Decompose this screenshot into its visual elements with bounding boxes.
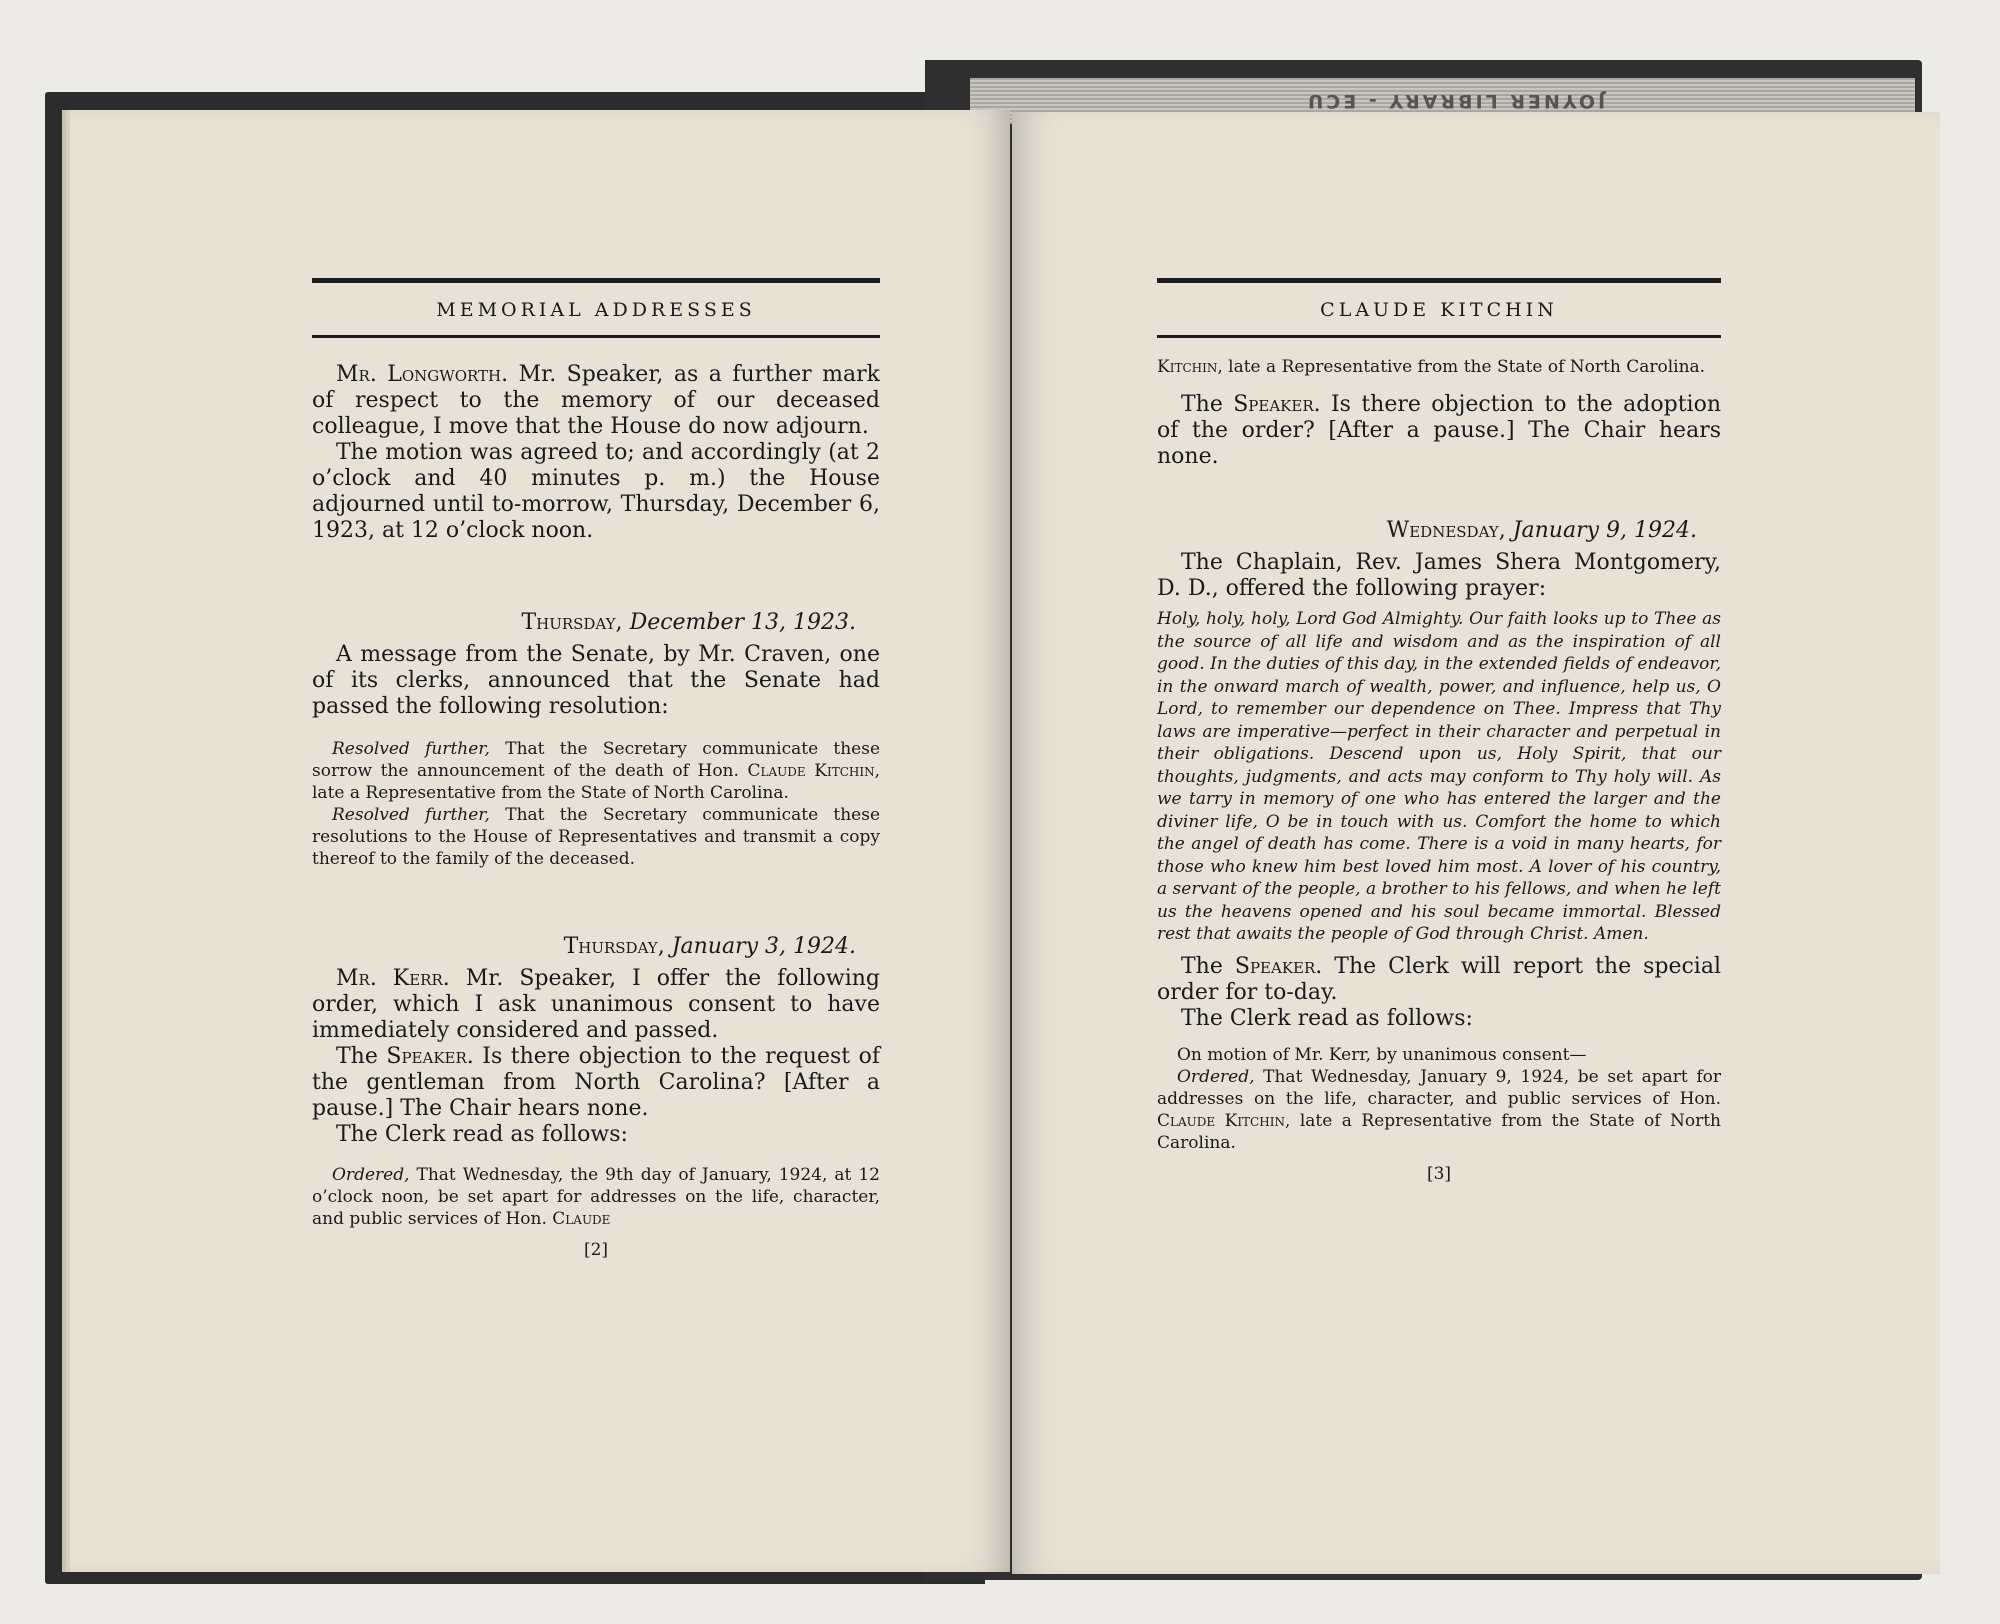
resolution-1: Resolved further, That the Secretary communicate these sorrow the announcement of the death of Hon. Claude Kitchin, late a Representative from the State of North Carolina. bbox=[312, 739, 881, 803]
prayer-text: Holy, holy, holy, Lord God Almighty. Our faith looks up to Thee as the source of all life and wisdom and as the inspiration of all good. In the duties of this day, in the extended fields of endeavor, in the onward march of wealth, power, and influence, help us, O Lord, to remember our dependence on Thee. Impress that Thy laws are imperative—perfect in their character and perpetual in their obligations. Descend upon us, Holy Spirit, that our thoughts, judgments, and acts may conform to Thy holy will. As we tarry in memory of one who has entered the larger and the diviner life, O be in touch with us. Comfort the home to which the angel of death has come. There is a void in many hearts, for those who knew him best loved him most. A lover of his country, a servant of the people, a brother to his fellows, and when he left us the heavens opened and his soul became immortal. Blessed rest that awaits the people of God through Christ. Amen. bbox=[1157, 609, 1721, 944]
head-rule-bottom bbox=[1157, 335, 1721, 338]
date-heading-jan-9: Wednesday, January 9, 1924. bbox=[1386, 518, 1697, 543]
date-heading-dec-13: Thursday, December 13, 1923. bbox=[521, 610, 856, 635]
head-rule-bottom bbox=[312, 335, 880, 338]
page-number-left: [2] bbox=[583, 1240, 609, 1260]
paragraph-longworth: Mr. Longworth. Mr. Speaker, as a further mark of respect to the memory of our deceased colleague, I move that the House do now adjourn. bbox=[312, 362, 880, 439]
motion-text: On motion of Mr. Kerr, by unanimous consent— bbox=[1177, 1044, 1587, 1065]
running-head-right: CLAUDE KITCHIN bbox=[1320, 299, 1558, 321]
left-page-text bbox=[312, 278, 880, 1260]
order-text: Ordered, That Wednesday, the 9th day of January, 1924, at 12 o’clock noon, be set apart for addresses on the life, character, and public services of Hon. Claude bbox=[312, 1165, 881, 1229]
paragraph-clerk: The Clerk read as follows: bbox=[336, 1122, 628, 1147]
right-page-text bbox=[1157, 278, 1721, 1184]
paragraph-senate-message: A message from the Senate, by Mr. Craven, one of its clerks, announced that the Senate had passed the following resolution: bbox=[312, 642, 880, 719]
order-continuation: Kitchin, late a Representative from the State of North Carolina. bbox=[1157, 357, 1706, 377]
resolution-2: Resolved further, That the Secretary communicate these resolutions to the House of Representatives and transmit a copy thereof to the family of the deceased. bbox=[312, 805, 881, 869]
paragraph-clerk-read: The Clerk read as follows: bbox=[1181, 1005, 1473, 1031]
head-rule-top bbox=[312, 278, 880, 283]
paragraph-kerr: Mr. Kerr. Mr. Speaker, I offer the following order, which I ask unanimous consent to have immediately considered and passed. bbox=[312, 966, 880, 1043]
running-head-left: MEMORIAL ADDRESSES bbox=[436, 299, 756, 321]
head-rule-top bbox=[1157, 278, 1721, 283]
library-stamp: JOYNER LIBRARY - ECU bbox=[1304, 90, 1606, 112]
date-heading-jan-3: Thursday, January 3, 1924. bbox=[563, 934, 856, 959]
paragraph-speaker: The Speaker. Is there objection to the request of the gentleman from North Carolina? [After a pause.] The Chair hears none. bbox=[312, 1044, 880, 1121]
paragraph-speaker-objection: The Speaker. Is there objection to the adoption of the order? [After a pause.] The Chair hears none. bbox=[1157, 392, 1721, 469]
paragraph-chaplain: The Chaplain, Rev. James Shera Montgomery, D. D., offered the following prayer: bbox=[1157, 550, 1721, 601]
order-text-right: Ordered, That Wednesday, January 9, 1924, be set apart for addresses on the life, character, and public services of Hon. Claude Kitchin, late a Representative from the State of North Carolina. bbox=[1157, 1066, 1722, 1153]
page-number-right: [3] bbox=[1426, 1163, 1452, 1184]
paragraph-speaker-report: The Speaker. The Clerk will report the special order for to-day. bbox=[1157, 953, 1721, 1005]
paragraph-motion: The motion was agreed to; and accordingly (at 2 o’clock and 40 minutes p. m.) the House adjourned until to-morrow, Thursday, December 6, 1923, at 12 o’clock noon. bbox=[312, 440, 880, 543]
